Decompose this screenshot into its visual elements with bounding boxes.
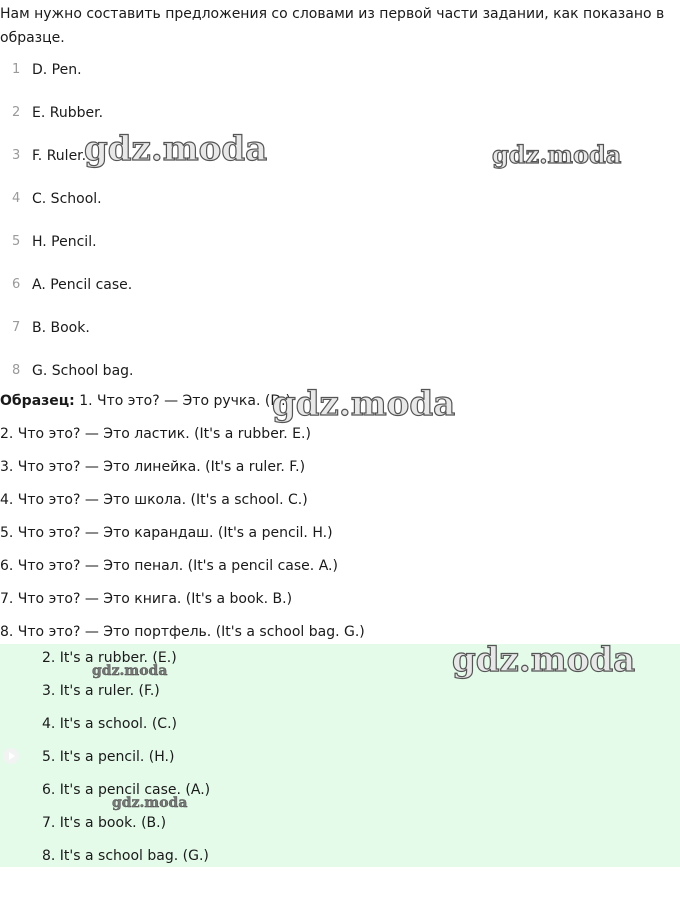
sentence-line: 4. Что это? — Это школа. (It's a school. C.) (0, 492, 308, 508)
answer-line: 6. It's a pencil case. (A.) (42, 782, 211, 798)
watermark: gdz.moda (272, 384, 456, 424)
item-number: 7 (12, 320, 21, 335)
sentence-line: 2. Что это? — Это ластик. (It's a rubber. E.) (0, 426, 311, 442)
list-item (0, 57, 680, 100)
item-text: A. Pencil case. (32, 277, 133, 293)
example-label: Образец: (0, 393, 75, 409)
item-number: 5 (12, 234, 21, 249)
item-text: G. School bag. (32, 363, 134, 379)
sentence-line: 8. Что это? — Это портфель. (It's a school bag. G.) (0, 624, 365, 640)
sentence-line: 5. Что это? — Это карандаш. (It's a pencil. H.) (0, 525, 333, 541)
list-item (0, 272, 680, 315)
watermark: gdz.moda (452, 640, 636, 680)
list-item (0, 229, 680, 272)
watermark: gdz.moda (112, 795, 188, 811)
answer-line: 3. It's a ruler. (F.) (42, 683, 160, 699)
item-number: 2 (12, 105, 21, 120)
item-text: B. Book. (32, 320, 90, 336)
answer-line: 7. It's a book. (B.) (42, 815, 167, 831)
example-text: 1. Что это? — Это ручка. (D.) (74, 393, 292, 409)
intro-text: Нам нужно составить предложения со словами из первой части задании, как показано в образце. (0, 6, 665, 46)
word-list (0, 57, 680, 401)
example-block (0, 384, 680, 652)
answer-line: 4. It's a school. (C.) (42, 716, 177, 732)
sentence-line: 6. Что это? — Это пенал. (It's a pencil case. A.) (0, 558, 338, 574)
sentence-line: 7. Что это? — Это книга. (It's a book. B.) (0, 591, 293, 607)
item-number: 4 (12, 191, 21, 206)
answer-line: 5. It's a pencil. (H.) (42, 749, 175, 765)
play-icon[interactable] (3, 748, 19, 764)
item-text: H. Pencil. (32, 234, 97, 250)
item-number: 8 (12, 363, 21, 378)
item-text: C. School. (32, 191, 102, 207)
watermark: gdz.moda (84, 129, 268, 169)
watermark: gdz.moda (492, 140, 622, 169)
item-number: 6 (12, 277, 21, 292)
watermark: gdz.moda (92, 663, 168, 679)
item-number: 3 (12, 148, 21, 163)
answer-line: 8. It's a school bag. (G.) (42, 848, 209, 864)
item-text: E. Rubber. (32, 105, 104, 121)
item-number: 1 (12, 62, 21, 77)
list-item (0, 186, 680, 229)
answer-line: 2. It's a rubber. (E.) (42, 650, 177, 666)
item-text: D. Pen. (32, 62, 82, 78)
item-text: F. Ruler. (32, 148, 87, 164)
sentence-line: 3. Что это? — Это линейка. (It's a ruler. F.) (0, 459, 306, 475)
list-item (0, 315, 680, 358)
